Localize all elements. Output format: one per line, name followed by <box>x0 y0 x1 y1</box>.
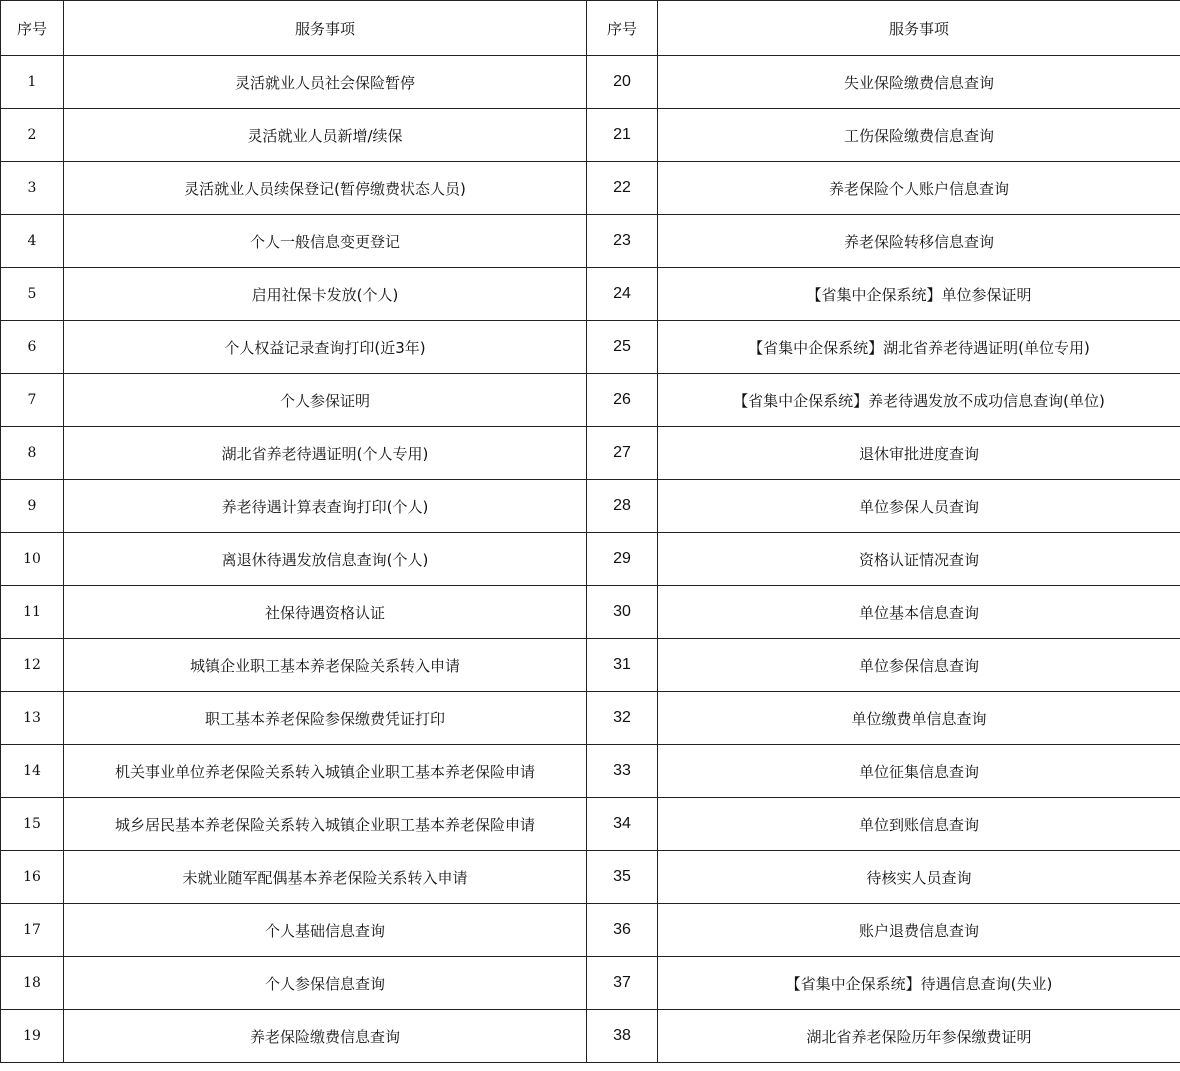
row-item-left: 湖北省养老待遇证明(个人专用) <box>64 427 587 480</box>
row-item-left: 个人参保证明 <box>64 374 587 427</box>
row-seq-right: 28 <box>587 480 658 533</box>
row-item-left: 城乡居民基本养老保险关系转入城镇企业职工基本养老保险申请 <box>64 798 587 851</box>
table-row <box>1 533 1180 586</box>
header-item-left: 服务事项 <box>64 1 587 56</box>
row-seq-left: 14 <box>1 745 64 798</box>
table-row <box>1 427 1180 480</box>
row-seq-left: 9 <box>1 480 64 533</box>
row-item-right: 湖北省养老保险历年参保缴费证明 <box>658 1010 1180 1063</box>
row-seq-right: 29 <box>587 533 658 586</box>
row-seq-left: 17 <box>1 904 64 957</box>
row-item-right: 养老保险转移信息查询 <box>658 215 1180 268</box>
row-item-left: 个人一般信息变更登记 <box>64 215 587 268</box>
row-seq-left: 12 <box>1 639 64 692</box>
table-row <box>1 374 1180 427</box>
row-seq-right: 27 <box>587 427 658 480</box>
table-row <box>1 798 1180 851</box>
row-seq-right: 20 <box>587 56 658 109</box>
table-row <box>1 268 1180 321</box>
header-seq-left: 序号 <box>1 1 64 56</box>
row-seq-left: 3 <box>1 162 64 215</box>
row-seq-left: 13 <box>1 692 64 745</box>
row-item-right: 工伤保险缴费信息查询 <box>658 109 1180 162</box>
table-row <box>1 1010 1180 1063</box>
row-item-left: 灵活就业人员续保登记(暂停缴费状态人员) <box>64 162 587 215</box>
row-seq-right: 36 <box>587 904 658 957</box>
row-item-left: 城镇企业职工基本养老保险关系转入申请 <box>64 639 587 692</box>
row-seq-left: 11 <box>1 586 64 639</box>
row-item-right: 单位缴费单信息查询 <box>658 692 1180 745</box>
row-seq-right: 38 <box>587 1010 658 1063</box>
row-seq-left: 18 <box>1 957 64 1010</box>
row-seq-right: 30 <box>587 586 658 639</box>
row-seq-right: 32 <box>587 692 658 745</box>
row-item-left: 社保待遇资格认证 <box>64 586 587 639</box>
row-item-left: 灵活就业人员社会保险暂停 <box>64 56 587 109</box>
row-item-right: 账户退费信息查询 <box>658 904 1180 957</box>
row-seq-left: 16 <box>1 851 64 904</box>
row-item-left: 养老待遇计算表查询打印(个人) <box>64 480 587 533</box>
row-seq-right: 23 <box>587 215 658 268</box>
row-item-right: 失业保险缴费信息查询 <box>658 56 1180 109</box>
row-seq-left: 7 <box>1 374 64 427</box>
row-item-right: 单位参保信息查询 <box>658 639 1180 692</box>
table-row <box>1 586 1180 639</box>
row-item-left: 个人参保信息查询 <box>64 957 587 1010</box>
row-item-left: 灵活就业人员新增/续保 <box>64 109 587 162</box>
table-row <box>1 56 1180 109</box>
row-item-right: 单位到账信息查询 <box>658 798 1180 851</box>
row-seq-left: 10 <box>1 533 64 586</box>
table-body <box>1 56 1180 1063</box>
row-seq-left: 8 <box>1 427 64 480</box>
row-seq-right: 35 <box>587 851 658 904</box>
row-item-right: 单位参保人员查询 <box>658 480 1180 533</box>
row-seq-right: 31 <box>587 639 658 692</box>
row-item-right: 【省集中企保系统】湖北省养老待遇证明(单位专用) <box>658 321 1180 374</box>
row-item-right: 资格认证情况查询 <box>658 533 1180 586</box>
row-item-right: 【省集中企保系统】养老待遇发放不成功信息查询(单位) <box>658 374 1180 427</box>
table-row <box>1 162 1180 215</box>
row-seq-left: 5 <box>1 268 64 321</box>
row-seq-right: 37 <box>587 957 658 1010</box>
header-seq-right: 序号 <box>587 1 658 56</box>
row-item-right: 退休审批进度查询 <box>658 427 1180 480</box>
row-item-right: 单位基本信息查询 <box>658 586 1180 639</box>
table-row <box>1 957 1180 1010</box>
row-item-left: 未就业随军配偶基本养老保险关系转入申请 <box>64 851 587 904</box>
row-item-left: 机关事业单位养老保险关系转入城镇企业职工基本养老保险申请 <box>64 745 587 798</box>
row-seq-right: 22 <box>587 162 658 215</box>
header-item-right: 服务事项 <box>658 1 1180 56</box>
row-seq-right: 21 <box>587 109 658 162</box>
table-row <box>1 904 1180 957</box>
table-row <box>1 692 1180 745</box>
row-seq-right: 25 <box>587 321 658 374</box>
table-row <box>1 215 1180 268</box>
row-item-left: 个人基础信息查询 <box>64 904 587 957</box>
row-item-left: 养老保险缴费信息查询 <box>64 1010 587 1063</box>
table-row <box>1 639 1180 692</box>
row-seq-left: 15 <box>1 798 64 851</box>
table-row <box>1 109 1180 162</box>
row-item-right: 【省集中企保系统】待遇信息查询(失业) <box>658 957 1180 1010</box>
row-seq-left: 2 <box>1 109 64 162</box>
row-seq-right: 26 <box>587 374 658 427</box>
table-row <box>1 480 1180 533</box>
row-seq-left: 6 <box>1 321 64 374</box>
row-item-left: 离退休待遇发放信息查询(个人) <box>64 533 587 586</box>
row-item-left: 职工基本养老保险参保缴费凭证打印 <box>64 692 587 745</box>
row-item-left: 个人权益记录查询打印(近3年) <box>64 321 587 374</box>
row-seq-left: 4 <box>1 215 64 268</box>
row-item-left: 启用社保卡发放(个人) <box>64 268 587 321</box>
row-seq-right: 34 <box>587 798 658 851</box>
row-item-right: 单位征集信息查询 <box>658 745 1180 798</box>
row-seq-right: 24 <box>587 268 658 321</box>
row-item-right: 【省集中企保系统】单位参保证明 <box>658 268 1180 321</box>
row-item-right: 养老保险个人账户信息查询 <box>658 162 1180 215</box>
row-seq-right: 33 <box>587 745 658 798</box>
table-row <box>1 321 1180 374</box>
row-seq-left: 1 <box>1 56 64 109</box>
table-row <box>1 851 1180 904</box>
row-seq-left: 19 <box>1 1010 64 1063</box>
table-row <box>1 745 1180 798</box>
row-item-right: 待核实人员查询 <box>658 851 1180 904</box>
table-header-row <box>1 1 1180 56</box>
